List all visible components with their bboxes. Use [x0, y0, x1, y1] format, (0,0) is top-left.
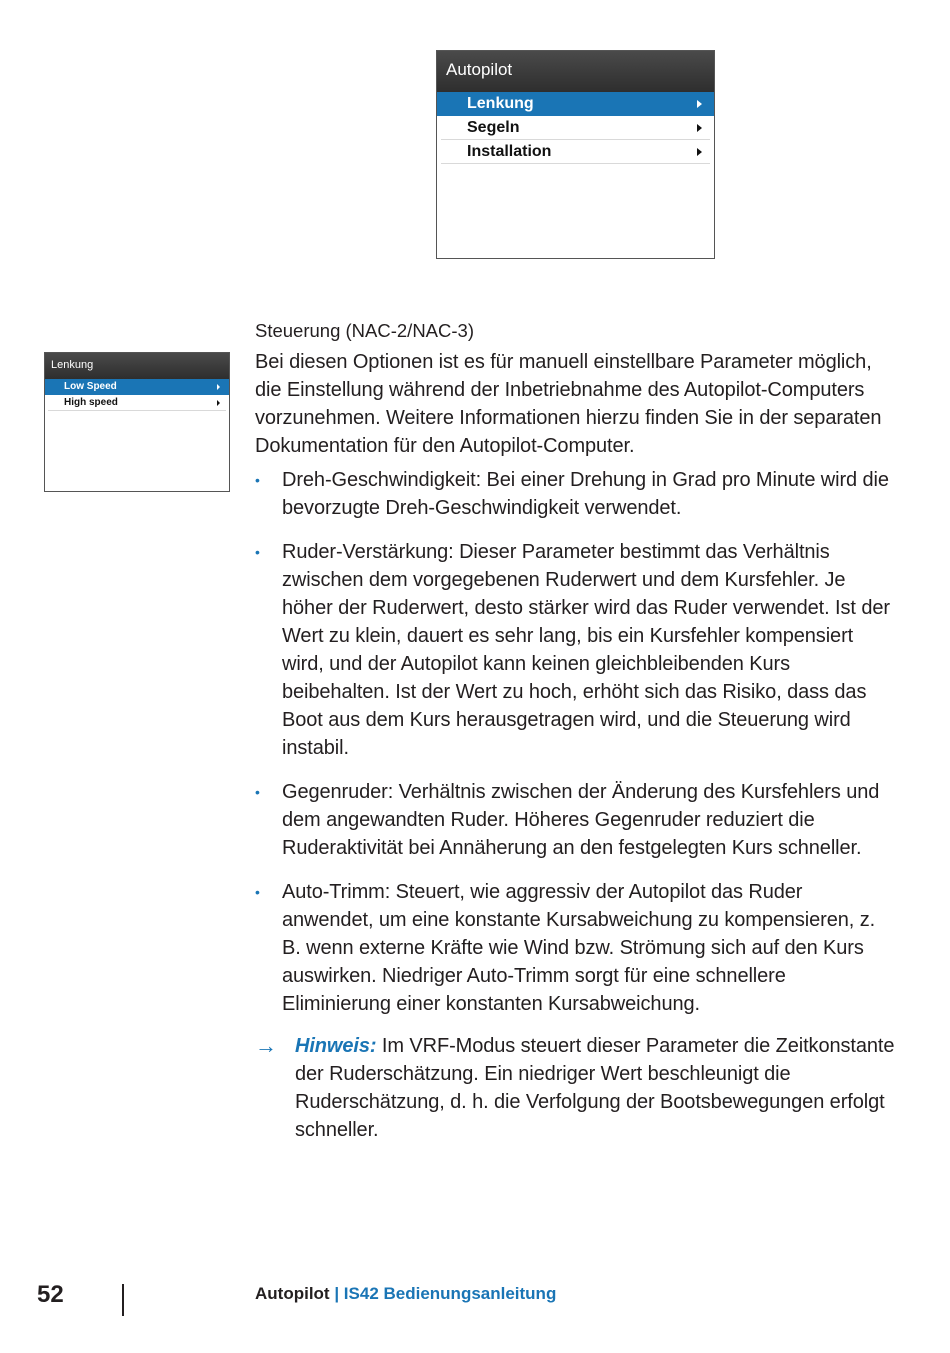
bullet-icon: •: [255, 472, 260, 488]
autopilot-menu: [436, 50, 715, 259]
list-item-text: Ruder-Verstärkung: Dieser Parameter bestimmt das Verhältnis zwischen dem vorgegebenen Ruderwert und dem Kursfehler. Je höher der Ruderwert, desto stärker wird das Ruder verwendet. Ist der Wert zu klein, dauert es sehr lang, bis ein Kursfehler kompensiert wird, und der Autopilot kann keinen gleichbleibenden Kurs beibehalten. Ist der Wert zu hoch, erhöht sich das Risiko, dass das Boot aus dem Kurs herausgetragen wird, und die Steuerung wird instabil.: [282, 541, 890, 759]
chevron-right-icon: [217, 384, 220, 390]
menu-item-low-speed[interactable]: [45, 379, 229, 395]
list-item: [255, 878, 895, 1018]
footer-separator: |: [329, 1284, 344, 1303]
list-item: [255, 538, 895, 762]
menu-title: Autopilot: [437, 51, 714, 92]
list-item: [255, 778, 895, 862]
menu-item-segeln[interactable]: [441, 116, 710, 140]
menu-item-lenkung[interactable]: [437, 92, 714, 116]
arrow-right-icon: →: [255, 1033, 277, 1058]
list-item-text: Dreh-Geschwindigkeit: Bei einer Drehung in Grad pro Minute wird die bevorzugte Dreh-Geschwindigkeit verwendet.: [282, 469, 889, 519]
page-number: 52: [37, 1281, 64, 1308]
menu-item-label: Segeln: [467, 118, 520, 136]
footer-text: [255, 1284, 556, 1304]
menu-item-installation[interactable]: [441, 140, 710, 164]
bullet-icon: •: [255, 544, 260, 560]
menu-item-label: Installation: [467, 142, 552, 160]
menu-item-high-speed[interactable]: [48, 395, 226, 411]
chevron-right-icon: [217, 400, 220, 406]
menu-title: Lenkung: [45, 353, 229, 379]
main-content: [255, 318, 895, 1144]
list-item: [255, 466, 895, 522]
note-label: Hinweis:: [295, 1035, 377, 1057]
note: [255, 1032, 895, 1144]
footer-divider: [122, 1284, 124, 1316]
note-text: Im VRF-Modus steuert dieser Parameter die Zeitkonstante der Ruderschätzung. Ein niedriger Wert beschleunigt die Ruderschätzung, d. h. die Verfolgung der Bootsbewegungen erfolgt schneller.: [295, 1035, 895, 1141]
list-item-text: Auto-Trimm: Steuert, wie aggressiv der Autopilot das Ruder anwendet, um eine konstante Kursabweichung zu kompensieren, z. B. wenn externe Kräfte wie Wind bzw. Strömung sich auf den Kurs auswirken. Niedriger Auto-Trimm sorgt für eine schnellere Eliminierung einer konstanten Kursabweichung.: [282, 881, 876, 1015]
lenkung-menu: [44, 352, 230, 492]
section-heading: Steuerung (NAC-2/NAC-3): [255, 320, 474, 341]
intro-paragraph: Bei diesen Optionen ist es für manuell einstellbare Parameter möglich, die Einstellung während der Inbetriebnahme des Autopilot-Computers vorzunehmen. Weitere Informationen hierzu finden Sie in der separaten Dokumentation für den Autopilot-Computer.: [255, 351, 882, 457]
bullet-icon: •: [255, 884, 260, 900]
list-item-text: Gegenruder: Verhältnis zwischen der Änderung des Kursfehlers und dem angewandten Ruder. Höheres Gegenruder reduziert die Ruderaktivität bei Annäherung an den festgelegten Kurs schneller.: [282, 781, 880, 859]
footer-section: Autopilot: [255, 1284, 330, 1303]
parameter-list: [255, 466, 895, 1018]
footer-manual-title: IS42 Bedienungsanleitung: [343, 1284, 557, 1303]
bullet-icon: •: [255, 784, 260, 800]
menu-item-label: High speed: [64, 397, 118, 408]
chevron-right-icon: [697, 100, 702, 108]
chevron-right-icon: [697, 148, 702, 156]
menu-item-label: Low Speed: [64, 381, 117, 392]
chevron-right-icon: [697, 124, 702, 132]
menu-item-label: Lenkung: [467, 94, 534, 112]
